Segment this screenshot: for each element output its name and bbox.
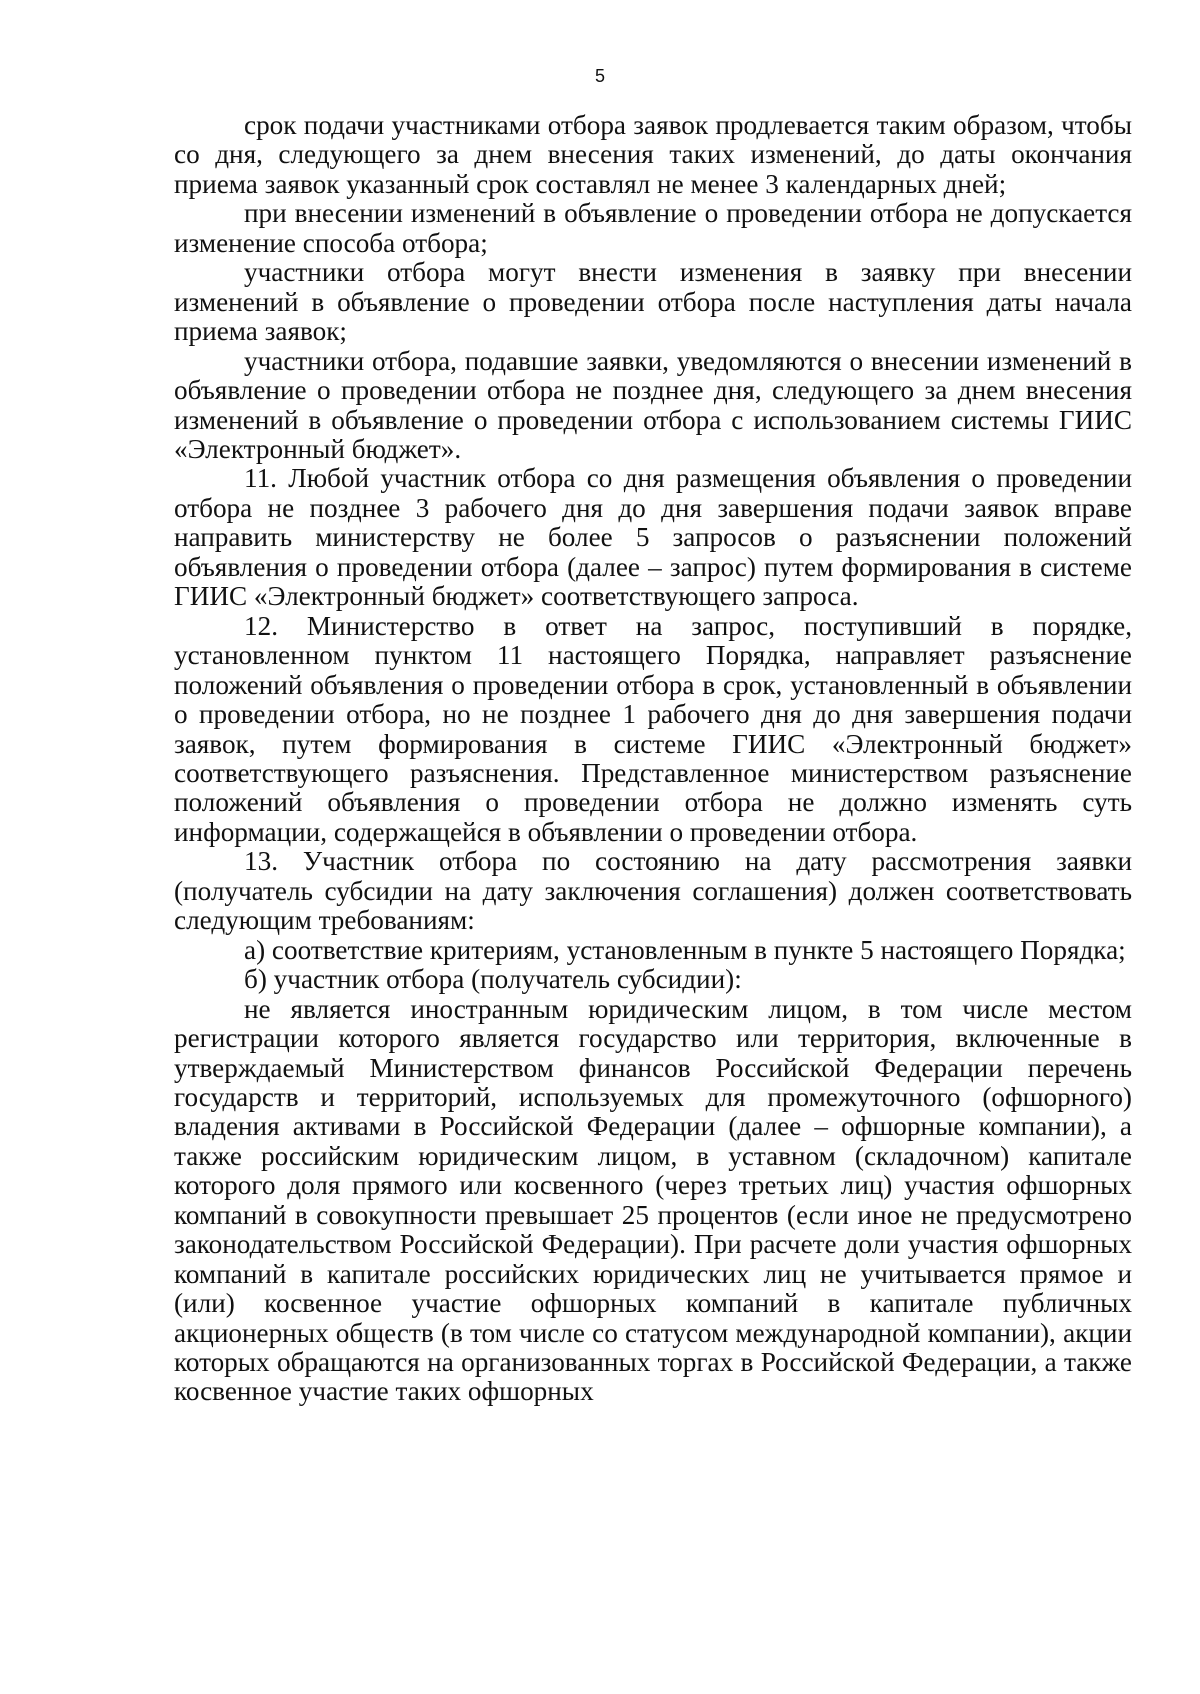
paragraph-item-13: 13. Участник отбора по состоянию на дату рассмотрения заявки (получатель субсидии на дату заключения соглашения) должен соответствовать следующим требованиям: <box>174 846 1132 936</box>
document-body <box>174 111 1132 1407</box>
paragraph-item-12: 12. Министерство в ответ на запрос, поступивший в порядке, установленном пунктом 11 настоящего Порядка, направляет разъяснение положений объявления о проведении отбора в срок, установленный в объявлении о проведении отбора, но не позднее 1 рабочего дня до дня завершения подачи заявок, путем формирования в системе ГИИС «Электронный бюджет» соответствующего разъяснения. Представленное министерством разъяснение положений объявления о проведении отбора не должно изменять суть информации, содержащейся в объявлении о проведении отбора. <box>174 610 1132 847</box>
paragraph-participant-notification: участники отбора, подавшие заявки, уведомляются о внесении изменений в объявление о проведении отбора не позднее дня, следующего за днем внесения изменений в объявление о проведении отбора с использованием системы ГИИС «Электронный бюджет». <box>174 345 1132 464</box>
paragraph-item-11: 11. Любой участник отбора со дня размещения объявления о проведении отбора не позднее 3 рабочего дня до дня завершения подачи заявок вправе направить министерству не более 5 запросов о разъяснении положений объявления о проведении отбора (далее – запрос) путем формирования в системе ГИИС «Электронный бюджет» соответствующего запроса. <box>174 463 1132 612</box>
paragraph-item-13a: а) соответствие критериям, установленным в пункте 5 настоящего Порядка; <box>244 934 1126 965</box>
paragraph-offshore-requirement: не является иностранным юридическим лицом, в том числе местом регистрации которого является государство или территория, включенные в утверждаемый Министерством финансов Российской Федерации перечень государств и территорий, используемых для промежуточного (офшорного) владения активами в Российской Федерации (далее – офшорные компании), а также российским юридическим лицом, в уставном (складочном) капитале которого доля прямого или косвенного (через третьих лиц) участия офшорных компаний в совокупности превышает 25 процентов (если иное не предусмотрено законодательством Российской Федерации). При расчете доли участия офшорных компаний в капитале российских юридических лиц не учитывается прямое и (или) косвенное участие офшорных компаний в капитале публичных акционерных обществ (в том числе со статусом международной компании), акции которых обращаются на организованных торгах в Российской Федерации, а также косвенное участие таких офшорных <box>174 993 1132 1407</box>
paragraph-application-changes: участники отбора могут внести изменения в заявку при внесении изменений в объявление о проведении отбора после наступления даты начала приема заявок; <box>174 257 1132 347</box>
paragraph-selection-method: при внесении изменений в объявление о проведении отбора не допускается изменение способа отбора; <box>174 198 1132 258</box>
paragraph-item-13b: б) участник отбора (получатель субсидии): <box>244 964 742 995</box>
page-number: 5 <box>594 66 605 86</box>
paragraph-deadline-extension: срок подачи участниками отбора заявок продлевается таким образом, чтобы со дня, следующего за днем внесения таких изменений, до даты окончания приема заявок указанный срок составлял не менее 3 календарных дней; <box>174 110 1132 199</box>
